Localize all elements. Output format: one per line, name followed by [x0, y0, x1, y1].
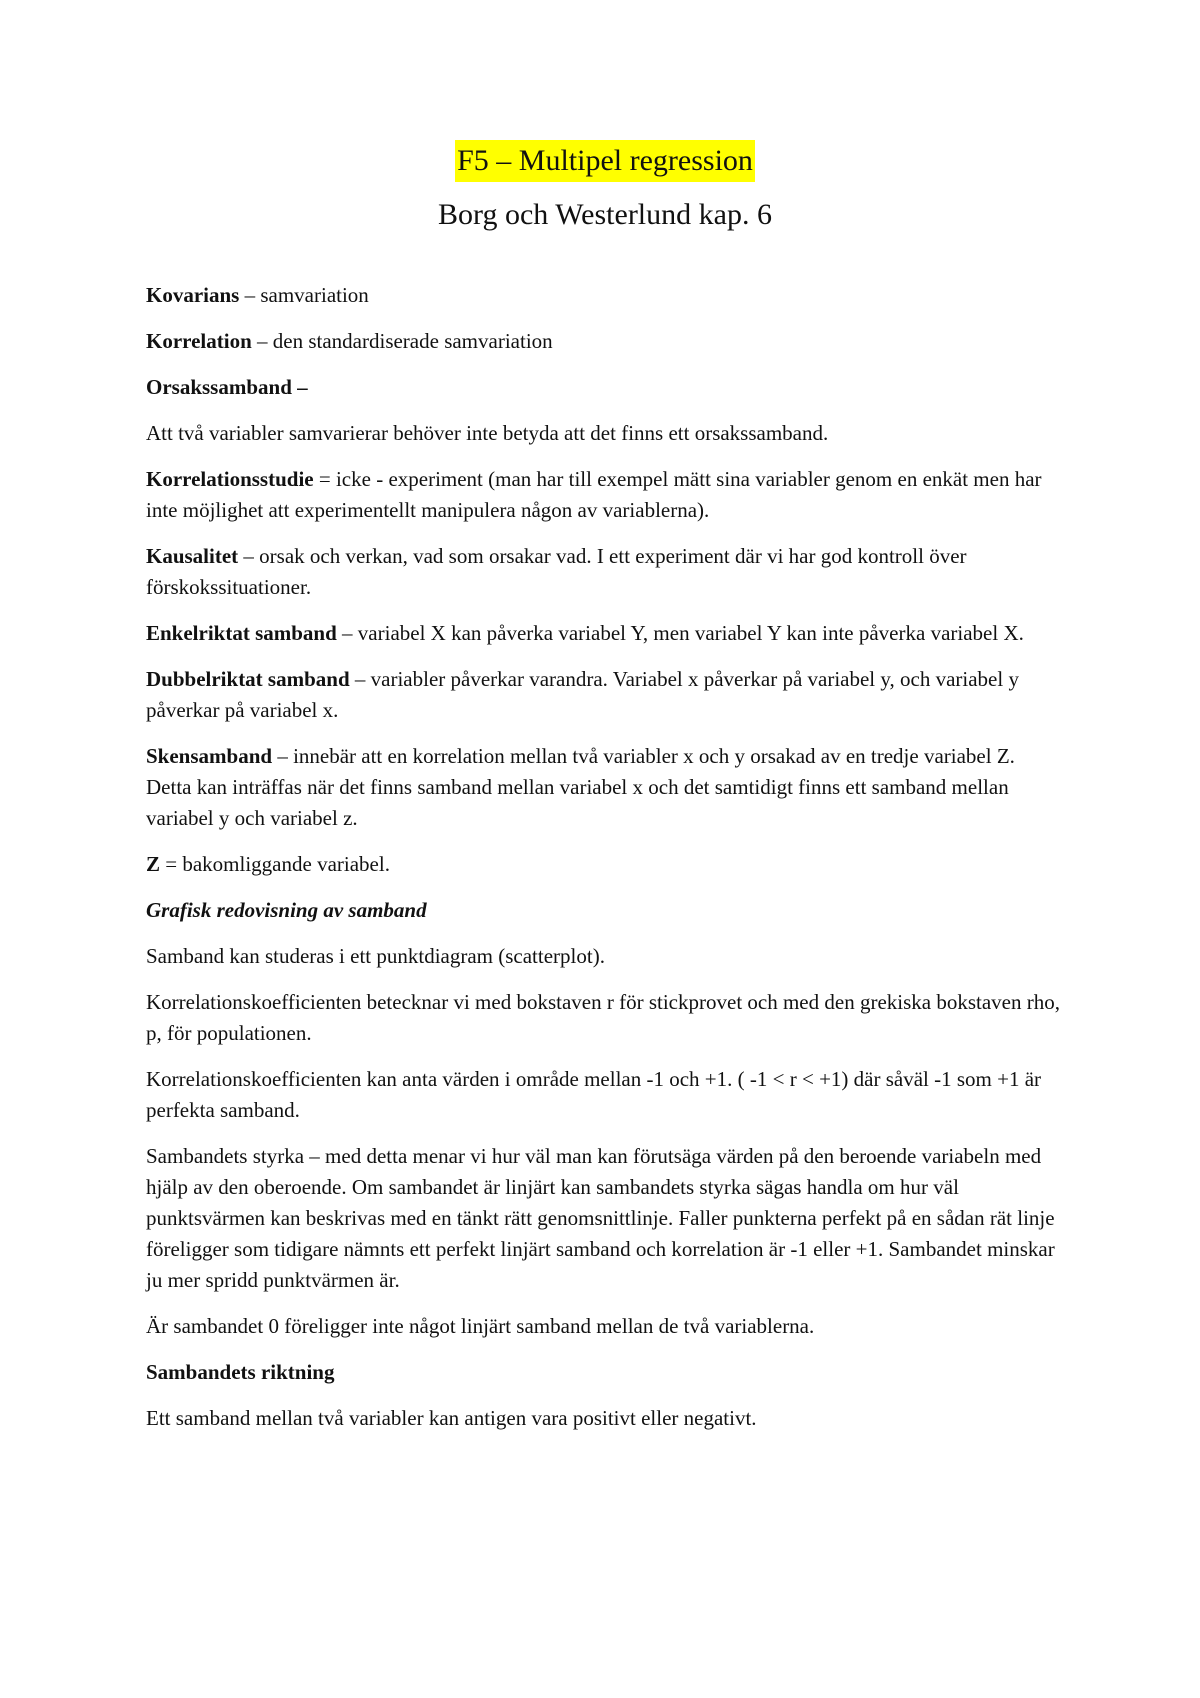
- paragraph-riktning: Ett samband mellan två variabler kan antigen vara positivt eller negativt.: [146, 1406, 757, 1430]
- definition-dubbelriktat: [146, 664, 1064, 726]
- definition-orsakssamband: [146, 372, 1064, 403]
- definition-enkelriktat-text: – variabel X kan påverka variabel Y, men variabel Y kan inte påverka variabel X.: [336, 621, 1024, 645]
- definition-kovarians-text: – samvariation: [239, 283, 369, 307]
- definition-korrelationsstudie-text: = icke - experiment (man har till exempel mätt sina variabler genom en enkät men har inte möjlighet att experimentellt manipulera någon av variablerna).: [146, 467, 1042, 522]
- definition-kausalitet: [146, 541, 1064, 603]
- definition-z: [146, 849, 1064, 880]
- definition-kovarians: [146, 280, 1064, 311]
- paragraph-samvarierar: Att två variabler samvarierar behöver inte betyda att det finns ett orsakssamband.: [146, 421, 829, 445]
- term-orsakssamband: Orsakssamband –: [146, 375, 308, 399]
- term-z: Z: [146, 852, 161, 876]
- paragraph-scatterplot: Samband kan studeras i ett punktdiagram (scatterplot).: [146, 944, 605, 968]
- definition-dubbelriktat-text: – variabler påverkar varandra. Variabel x påverkar på variabel y, och variabel y påverkar på variabel x.: [146, 667, 1019, 722]
- term-enkelriktat: Enkelriktat samband: [146, 621, 337, 645]
- term-dubbelriktat: Dubbelriktat samband: [146, 667, 350, 691]
- term-kovarians: Kovarians: [146, 283, 240, 307]
- definition-skensamband: [146, 741, 1064, 834]
- heading-sambandets-riktning: Sambandets riktning: [146, 1360, 335, 1384]
- definition-korrelation: [146, 326, 1064, 357]
- definition-enkelriktat: [146, 618, 1064, 649]
- paragraph-korrelationskoefficient-range: Korrelationskoefficienten kan anta värden i område mellan -1 och +1. ( -1 < r < +1) där såväl -1 som +1 är perfekta samband.: [146, 1067, 1042, 1122]
- term-korrelation: Korrelation: [146, 329, 252, 353]
- term-skensamband: Skensamband: [146, 744, 273, 768]
- paragraph-sambandets-styrka: Sambandets styrka – med detta menar vi hur väl man kan förutsäga värden på den beroende variabeln med hjälp av den oberoende. Om sambandet är linjärt kan sambandets styrka sägas handla om hur väl punktsvärmen kan beskrivas med en tänkt rätt genomsnittlinje. Faller punkterna perfekt på en sådan rät linje föreligger som tidigare nämnts ett perfekt linjärt samband och korrelation är -1 eller +1. Sambandet minskar ju mer spridd punktvärmen är.: [146, 1144, 1055, 1292]
- document-content: [146, 140, 1064, 1449]
- document-title: F5 – Multipel regression: [455, 140, 755, 182]
- term-kausalitet: Kausalitet: [146, 544, 239, 568]
- definition-korrelation-text: – den standardiserade samvariation: [251, 329, 553, 353]
- definition-z-text: = bakomliggande variabel.: [160, 852, 390, 876]
- heading-grafisk-redovisning: Grafisk redovisning av samband: [146, 898, 427, 922]
- document-subtitle: Borg och Westerlund kap. 6: [438, 198, 772, 231]
- definition-korrelationsstudie: [146, 464, 1064, 526]
- title-wrap: [146, 140, 1064, 182]
- paragraph-samband-noll: Är sambandet 0 föreligger inte något linjärt samband mellan de två variablerna.: [146, 1314, 815, 1338]
- paragraph-korrelationskoefficient-r: Korrelationskoefficienten betecknar vi med bokstaven r för stickprovet och med den grekiska bokstaven rho, p, för populationen.: [146, 990, 1060, 1045]
- definition-kausalitet-text: – orsak och verkan, vad som orsakar vad. I ett experiment där vi har god kontroll över förskokssituationer.: [146, 544, 967, 599]
- definition-skensamband-text: – innebär att en korrelation mellan två variabler x och y orsakad av en tredje variabel Z. Detta kan inträffas när det finns samband mellan variabel x och det samtidigt finns ett samband mellan variabel y och variabel z.: [146, 744, 1015, 830]
- term-korrelationsstudie: Korrelationsstudie: [146, 467, 314, 491]
